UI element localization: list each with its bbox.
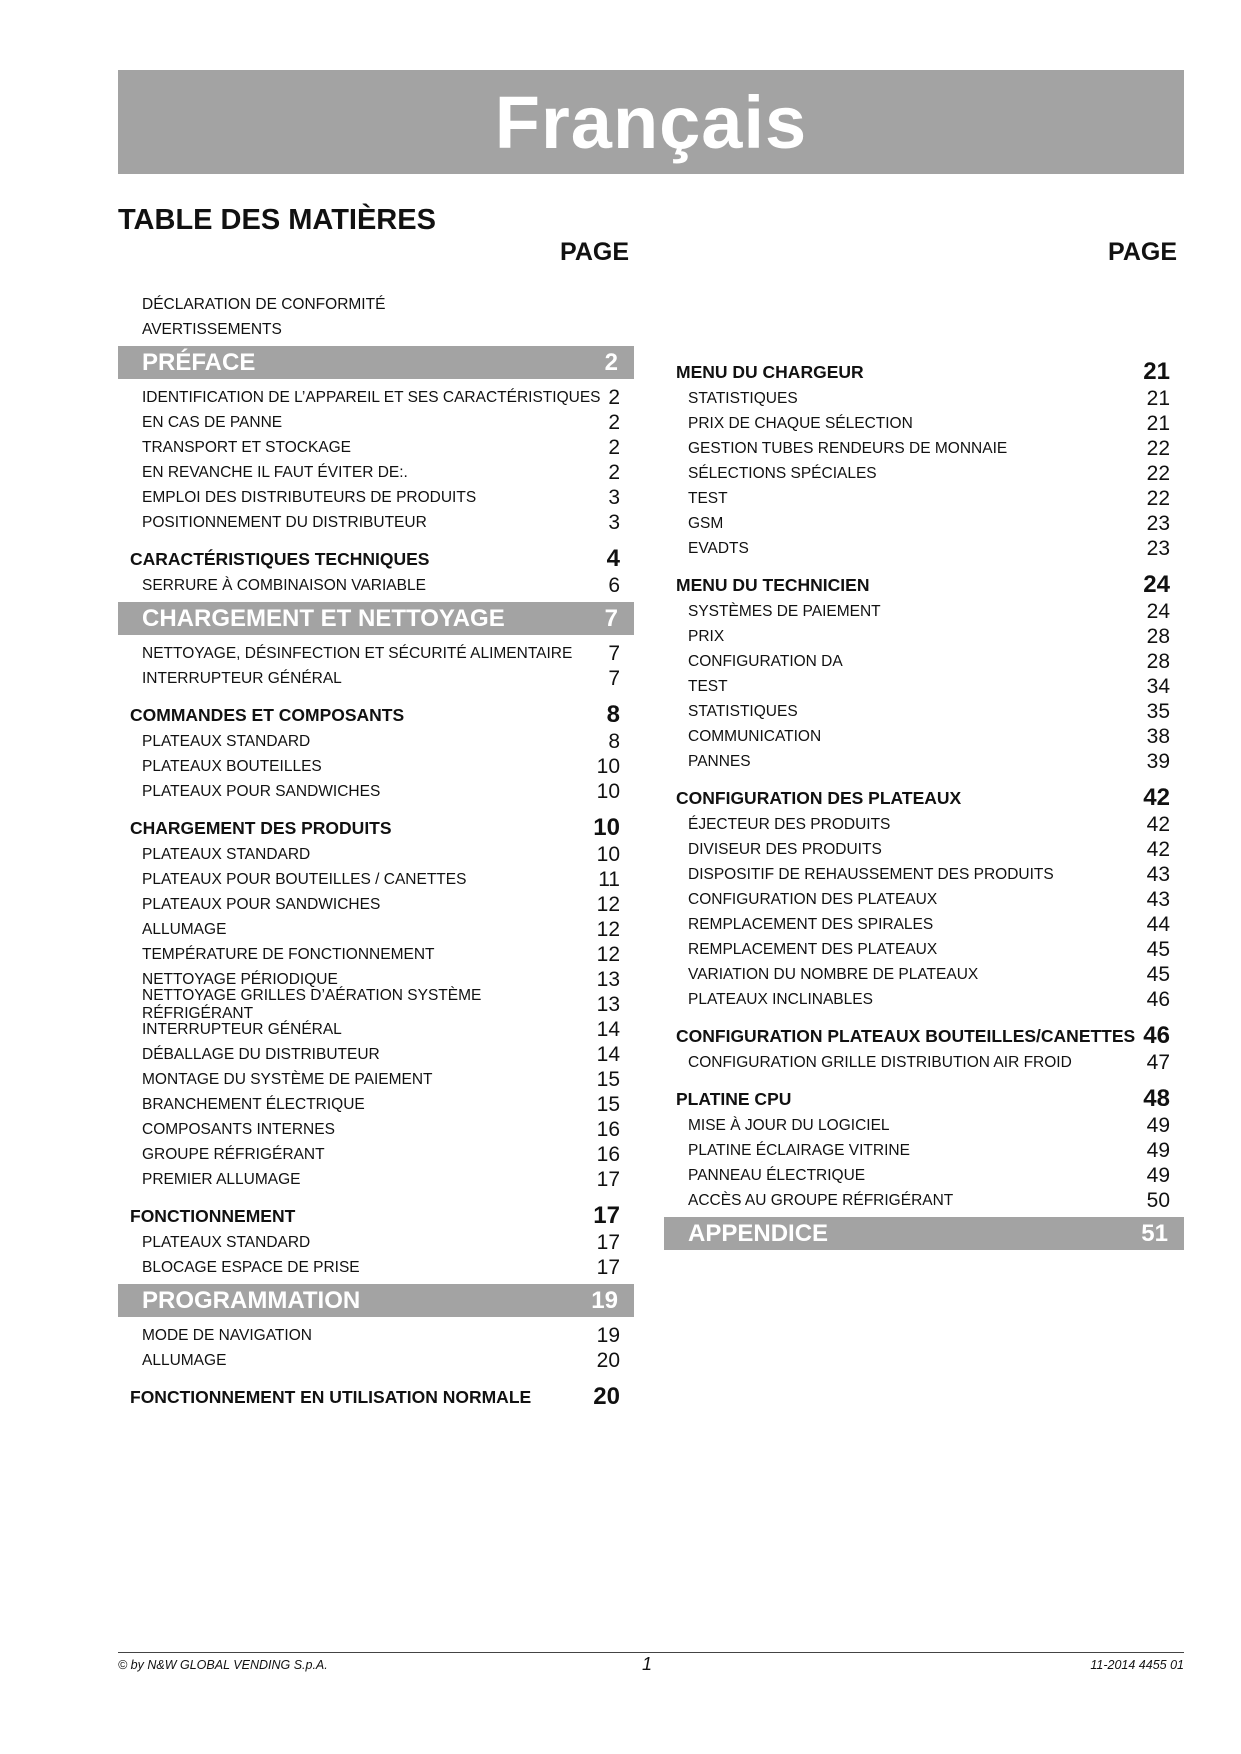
toc-entry[interactable] <box>118 729 634 754</box>
toc-entry[interactable] <box>664 536 1184 561</box>
toc-left-column <box>118 292 634 1411</box>
toc-entry[interactable] <box>664 699 1184 724</box>
toc-entry-page: 15 <box>596 1092 620 1116</box>
toc-entry-label: STATISTIQUES <box>688 702 798 720</box>
toc-entry-page: 12 <box>596 892 620 916</box>
toc-entry-label: AVERTISSEMENTS <box>142 320 282 338</box>
toc-chapter-entry[interactable] <box>664 1085 1184 1113</box>
toc-entry-page: 43 <box>1146 862 1170 886</box>
toc-entry[interactable] <box>664 912 1184 937</box>
toc-entry-label: CHARGEMENT DES PRODUITS <box>130 817 392 838</box>
toc-entry-label: REMPLACEMENT DES SPIRALES <box>688 915 934 933</box>
toc-entry-label: NETTOYAGE PÉRIODIQUE <box>142 970 338 988</box>
toc-entry-label: PLATEAUX STANDARD <box>142 845 311 863</box>
page-heading-left: PAGE <box>560 238 629 266</box>
toc-entry-label: DISPOSITIF DE REHAUSSEMENT DES PRODUITS <box>688 865 1054 883</box>
toc-section-band[interactable] <box>664 1217 1184 1250</box>
toc-entry[interactable] <box>118 510 634 535</box>
toc-entry-label: SYSTÈMES DE PAIEMENT <box>688 602 881 620</box>
toc-entry[interactable] <box>664 837 1184 862</box>
toc-entry-label: PLATEAUX STANDARD <box>142 732 311 750</box>
toc-entry-label: CONFIGURATION DES PLATEAUX <box>676 787 962 808</box>
toc-entry-page: 2 <box>608 435 620 459</box>
toc-entry[interactable] <box>664 987 1184 1012</box>
toc-entry-label: PRIX DE CHAQUE SÉLECTION <box>688 414 913 432</box>
toc-entry[interactable] <box>118 1067 634 1092</box>
toc-entry-label: VARIATION DU NOMBRE DE PLATEAUX <box>688 965 979 983</box>
footer-divider <box>118 1652 1184 1653</box>
toc-entry-page: 11 <box>598 867 620 891</box>
footer-doc-code: 11-2014 4455 01 <box>1090 1658 1184 1672</box>
toc-entry-label: SERRURE À COMBINAISON VARIABLE <box>142 576 426 594</box>
toc-entry-page: 21 <box>1146 411 1170 435</box>
toc-entry-label: REMPLACEMENT DES PLATEAUX <box>688 940 938 958</box>
toc-entry-page: 7 <box>604 604 618 632</box>
toc-entry-page: 16 <box>596 1117 620 1141</box>
toc-entry-page: 3 <box>608 485 620 509</box>
toc-entry-label: FONCTIONNEMENT EN UTILISATION NORMALE <box>130 1386 532 1407</box>
toc-entry[interactable] <box>118 666 634 691</box>
toc-entry[interactable] <box>664 461 1184 486</box>
toc-entry-page: 43 <box>1146 887 1170 911</box>
toc-entry-page: 22 <box>1146 436 1170 460</box>
toc-entry-label: EVADTS <box>688 539 749 557</box>
toc-entry-label: PLATEAUX POUR SANDWICHES <box>142 782 381 800</box>
toc-entry-page: 17 <box>596 1255 620 1279</box>
toc-entry-label: EMPLOI DES DISTRIBUTEURS DE PRODUITS <box>142 488 477 506</box>
toc-entry[interactable] <box>664 862 1184 887</box>
toc-entry-page: 20 <box>596 1348 620 1372</box>
page-heading-right: PAGE <box>1108 238 1177 266</box>
toc-entry-label: INTERRUPTEUR GÉNÉRAL <box>142 669 342 687</box>
toc-entry-page: 39 <box>1146 749 1170 773</box>
toc-chapter-entry[interactable] <box>664 358 1184 386</box>
toc-entry[interactable] <box>664 486 1184 511</box>
toc-entry-label: GESTION TUBES RENDEURS DE MONNAIE <box>688 439 1008 457</box>
toc-entry[interactable] <box>664 962 1184 987</box>
toc-entry[interactable] <box>118 1323 634 1348</box>
toc-entry[interactable] <box>118 842 634 867</box>
toc-entry-page: 51 <box>1141 1219 1168 1247</box>
toc-entry-page: 34 <box>1146 674 1170 698</box>
toc-entry-label: BLOCAGE ESPACE DE PRISE <box>142 1258 360 1276</box>
toc-entry-page: 12 <box>596 942 620 966</box>
toc-entry-label: PANNEAU ÉLECTRIQUE <box>688 1166 866 1184</box>
toc-entry-page: 2 <box>608 460 620 484</box>
toc-chapter-entry[interactable] <box>118 545 634 573</box>
toc-entry-page: 8 <box>608 729 620 753</box>
toc-entry-label: CONFIGURATION DES PLATEAUX <box>688 890 938 908</box>
toc-entry-label: PLATEAUX BOUTEILLES <box>142 757 322 775</box>
toc-entry[interactable] <box>664 1188 1184 1213</box>
toc-entry[interactable] <box>118 892 634 917</box>
toc-entry-label: GSM <box>688 514 724 532</box>
toc-entry[interactable] <box>118 1142 634 1167</box>
toc-entry-page: 7 <box>608 641 620 665</box>
toc-entry-page: 13 <box>596 967 620 991</box>
toc-entry[interactable] <box>118 867 634 892</box>
toc-entry-label: CONFIGURATION DA <box>688 652 843 670</box>
toc-entry-label: TEST <box>688 677 728 695</box>
toc-entry-label: PRIX <box>688 627 725 645</box>
toc-entry-page: 19 <box>591 1286 618 1314</box>
toc-entry-label: PLATEAUX POUR BOUTEILLES / CANETTES <box>142 870 467 888</box>
toc-entry[interactable] <box>118 917 634 942</box>
toc-entry-page: 8 <box>606 701 620 728</box>
toc-entry[interactable] <box>664 812 1184 837</box>
toc-entry-label: NETTOYAGE GRILLES D’AÉRATION SYSTÈME RÉFRIGÉRANT <box>142 986 482 1022</box>
toc-entry-page: 16 <box>596 1142 620 1166</box>
toc-entry[interactable] <box>118 460 634 485</box>
toc-entry[interactable] <box>118 1348 634 1373</box>
toc-entry-page: 20 <box>593 1383 620 1410</box>
toc-entry[interactable] <box>118 754 634 779</box>
toc-entry-label: ALLUMAGE <box>142 1351 227 1369</box>
toc-entry-label: DIVISEUR DES PRODUITS <box>688 840 882 858</box>
toc-entry-page: 48 <box>1143 1085 1170 1112</box>
toc-entry[interactable] <box>118 1092 634 1117</box>
toc-entry-label: SÉLECTIONS SPÉCIALES <box>688 464 877 482</box>
toc-entry-page: 2 <box>608 385 620 409</box>
toc-entry[interactable] <box>664 599 1184 624</box>
toc-entry-page: 28 <box>1146 624 1170 648</box>
toc-entry-page: 10 <box>593 814 620 841</box>
toc-entry[interactable] <box>118 1230 634 1255</box>
toc-entry-label: EN REVANCHE IL FAUT ÉVITER DE:. <box>142 463 408 481</box>
toc-entry-page: 45 <box>1146 937 1170 961</box>
toc-chapter-entry[interactable] <box>118 1202 634 1230</box>
toc-entry-page: 10 <box>596 754 620 778</box>
toc-entry-label: CONFIGURATION PLATEAUX BOUTEILLES/CANETTES <box>676 1025 1136 1046</box>
toc-entry-label: DÉCLARATION DE CONFORMITÉ <box>142 295 386 313</box>
toc-entry-page: 3 <box>608 510 620 534</box>
toc-entry-page: 6 <box>608 573 620 597</box>
toc-entry-page: 24 <box>1146 599 1170 623</box>
toc-section-band[interactable] <box>118 1284 634 1317</box>
toc-entry-label: ÉJECTEUR DES PRODUITS <box>688 815 891 833</box>
toc-entry-page: 42 <box>1146 812 1170 836</box>
toc-entry-page: 42 <box>1143 784 1170 811</box>
toc-chapter-entry[interactable] <box>118 1383 634 1411</box>
toc-entry-page: 22 <box>1146 461 1170 485</box>
toc-entry-label: DÉBALLAGE DU DISTRIBUTEUR <box>142 1045 380 1063</box>
toc-chapter-entry[interactable] <box>664 784 1184 812</box>
toc-entry[interactable] <box>118 942 634 967</box>
language-banner <box>118 70 1184 174</box>
toc-entry[interactable] <box>118 292 634 317</box>
toc-entry[interactable] <box>664 1113 1184 1138</box>
toc-entry[interactable] <box>118 573 634 598</box>
toc-chapter-entry[interactable] <box>664 571 1184 599</box>
toc-entry-label: TEST <box>688 489 728 507</box>
toc-entry[interactable] <box>664 674 1184 699</box>
toc-entry-page: 17 <box>596 1230 620 1254</box>
toc-entry[interactable] <box>118 986 634 1022</box>
toc-entry-page: 17 <box>596 1167 620 1191</box>
banner-title: Français <box>494 80 808 164</box>
toc-entry-page: 45 <box>1146 962 1170 986</box>
toc-entry-label: CONFIGURATION GRILLE DISTRIBUTION AIR FROID <box>688 1053 1072 1071</box>
toc-entry-label: MENU DU CHARGEUR <box>676 361 864 382</box>
toc-section-band[interactable] <box>118 346 634 379</box>
toc-entry-page: 49 <box>1146 1113 1170 1137</box>
toc-entry-label: CHARGEMENT ET NETTOYAGE <box>142 604 505 632</box>
toc-entry-page: 38 <box>1146 724 1170 748</box>
toc-entry[interactable] <box>664 1050 1184 1075</box>
toc-right-column <box>664 348 1184 1256</box>
toc-entry-page: 46 <box>1143 1022 1170 1049</box>
toc-entry-label: COMMUNICATION <box>688 727 822 745</box>
toc-entry-label: INTERRUPTEUR GÉNÉRAL <box>142 1020 342 1038</box>
toc-entry-label: PREMIER ALLUMAGE <box>142 1170 301 1188</box>
toc-entry-label: ALLUMAGE <box>142 920 227 938</box>
toc-entry-page: 46 <box>1146 987 1170 1011</box>
toc-entry-page: 21 <box>1146 386 1170 410</box>
toc-entry[interactable] <box>118 385 634 410</box>
toc-entry[interactable] <box>664 436 1184 461</box>
toc-entry-label: TRANSPORT ET STOCKAGE <box>142 438 352 456</box>
toc-entry[interactable] <box>664 386 1184 411</box>
toc-entry[interactable] <box>118 410 634 435</box>
toc-entry-label: NETTOYAGE, DÉSINFECTION ET SÉCURITÉ ALIMENTAIRE <box>142 644 573 662</box>
toc-entry-page: 42 <box>1146 837 1170 861</box>
toc-entry[interactable] <box>664 649 1184 674</box>
toc-entry-page: 14 <box>596 1017 620 1041</box>
toc-entry-page: 4 <box>606 545 620 572</box>
toc-entry-label: EN CAS DE PANNE <box>142 413 283 431</box>
toc-entry-page: 17 <box>593 1202 620 1229</box>
toc-entry[interactable] <box>664 749 1184 774</box>
toc-entry-label: MODE DE NAVIGATION <box>142 1326 312 1344</box>
toc-entry-page: 19 <box>596 1323 620 1347</box>
toc-entry-label: PLATEAUX POUR SANDWICHES <box>142 895 381 913</box>
toc-entry-label: PLATEAUX STANDARD <box>142 1233 311 1251</box>
footer-copyright: © by N&W GLOBAL VENDING S.p.A. <box>118 1658 328 1672</box>
toc-entry-label: MISE À JOUR DU LOGICIEL <box>688 1116 890 1134</box>
toc-entry-page: 12 <box>596 917 620 941</box>
toc-entry-page: 47 <box>1146 1050 1170 1074</box>
toc-entry-label: PLATEAUX INCLINABLES <box>688 990 873 1008</box>
toc-entry-label: PLATINE ÉCLAIRAGE VITRINE <box>688 1141 910 1159</box>
toc-entry-page: 15 <box>596 1067 620 1091</box>
toc-entry-label: MENU DU TECHNICIEN <box>676 574 870 595</box>
toc-entry-page: 24 <box>1143 571 1170 598</box>
toc-entry-label: COMMANDES ET COMPOSANTS <box>130 704 405 725</box>
toc-entry-label: MONTAGE DU SYSTÈME DE PAIEMENT <box>142 1070 433 1088</box>
toc-entry[interactable] <box>664 1138 1184 1163</box>
toc-chapter-entry[interactable] <box>664 1022 1184 1050</box>
toc-entry[interactable] <box>118 1167 634 1192</box>
toc-entry-page: 7 <box>608 666 620 690</box>
toc-entry-page: 10 <box>596 842 620 866</box>
toc-entry-label: IDENTIFICATION DE L’APPAREIL ET SES CARACTÉRISTIQUES <box>142 388 601 406</box>
toc-entry[interactable] <box>664 887 1184 912</box>
toc-entry-page: 2 <box>604 348 618 376</box>
toc-entry-page: 35 <box>1146 699 1170 723</box>
toc-entry-label: BRANCHEMENT ÉLECTRIQUE <box>142 1095 365 1113</box>
toc-title: TABLE DES MATIÈRES <box>118 204 436 236</box>
toc-chapter-entry[interactable] <box>118 701 634 729</box>
toc-entry[interactable] <box>664 624 1184 649</box>
toc-entry-page: 10 <box>596 779 620 803</box>
footer-page-number: 1 <box>642 1654 653 1674</box>
toc-entry[interactable] <box>118 317 634 342</box>
toc-entry[interactable] <box>664 937 1184 962</box>
toc-entry-page: 23 <box>1146 511 1170 535</box>
toc-entry[interactable] <box>118 641 634 666</box>
toc-entry[interactable] <box>118 779 634 804</box>
toc-entry-page: 23 <box>1146 536 1170 560</box>
toc-entry-page: 21 <box>1143 358 1170 385</box>
toc-chapter-entry[interactable] <box>118 814 634 842</box>
toc-entry-label: PRÉFACE <box>142 348 256 376</box>
toc-entry[interactable] <box>664 411 1184 436</box>
toc-entry-page: 44 <box>1146 912 1170 936</box>
toc-entry-label: APPENDICE <box>688 1219 829 1247</box>
toc-entry-label: FONCTIONNEMENT <box>130 1205 296 1226</box>
toc-entry-page: 2 <box>608 410 620 434</box>
toc-entry-page: 14 <box>596 1042 620 1066</box>
toc-entry-page: 50 <box>1146 1188 1170 1212</box>
toc-entry[interactable] <box>118 485 634 510</box>
toc-entry-page: 49 <box>1146 1138 1170 1162</box>
toc-entry-label: ACCÈS AU GROUPE RÉFRIGÉRANT <box>688 1191 954 1209</box>
toc-entry-label: GROUPE RÉFRIGÉRANT <box>142 1145 325 1163</box>
toc-entry[interactable] <box>664 511 1184 536</box>
toc-entry-label: CARACTÉRISTIQUES TECHNIQUES <box>130 548 430 569</box>
toc-entry-page: 22 <box>1146 486 1170 510</box>
toc-section-band[interactable] <box>118 602 634 635</box>
toc-entry-page: 13 <box>596 992 620 1016</box>
toc-entry[interactable] <box>118 1117 634 1142</box>
toc-entry-label: PLATINE CPU <box>676 1088 792 1109</box>
toc-entry[interactable] <box>118 1255 634 1280</box>
toc-entry[interactable] <box>664 1163 1184 1188</box>
toc-entry-label: STATISTIQUES <box>688 389 798 407</box>
toc-entry-label: PROGRAMMATION <box>142 1286 361 1314</box>
toc-entry-page: 28 <box>1146 649 1170 673</box>
toc-entry[interactable] <box>118 1042 634 1067</box>
toc-entry-label: COMPOSANTS INTERNES <box>142 1120 335 1138</box>
toc-entry[interactable] <box>118 435 634 460</box>
toc-entry-label: PANNES <box>688 752 751 770</box>
toc-entry-label: POSITIONNEMENT DU DISTRIBUTEUR <box>142 513 427 531</box>
toc-entry[interactable] <box>664 724 1184 749</box>
toc-entry-label: TEMPÉRATURE DE FONCTIONNEMENT <box>142 945 435 963</box>
toc-entry-page: 49 <box>1146 1163 1170 1187</box>
